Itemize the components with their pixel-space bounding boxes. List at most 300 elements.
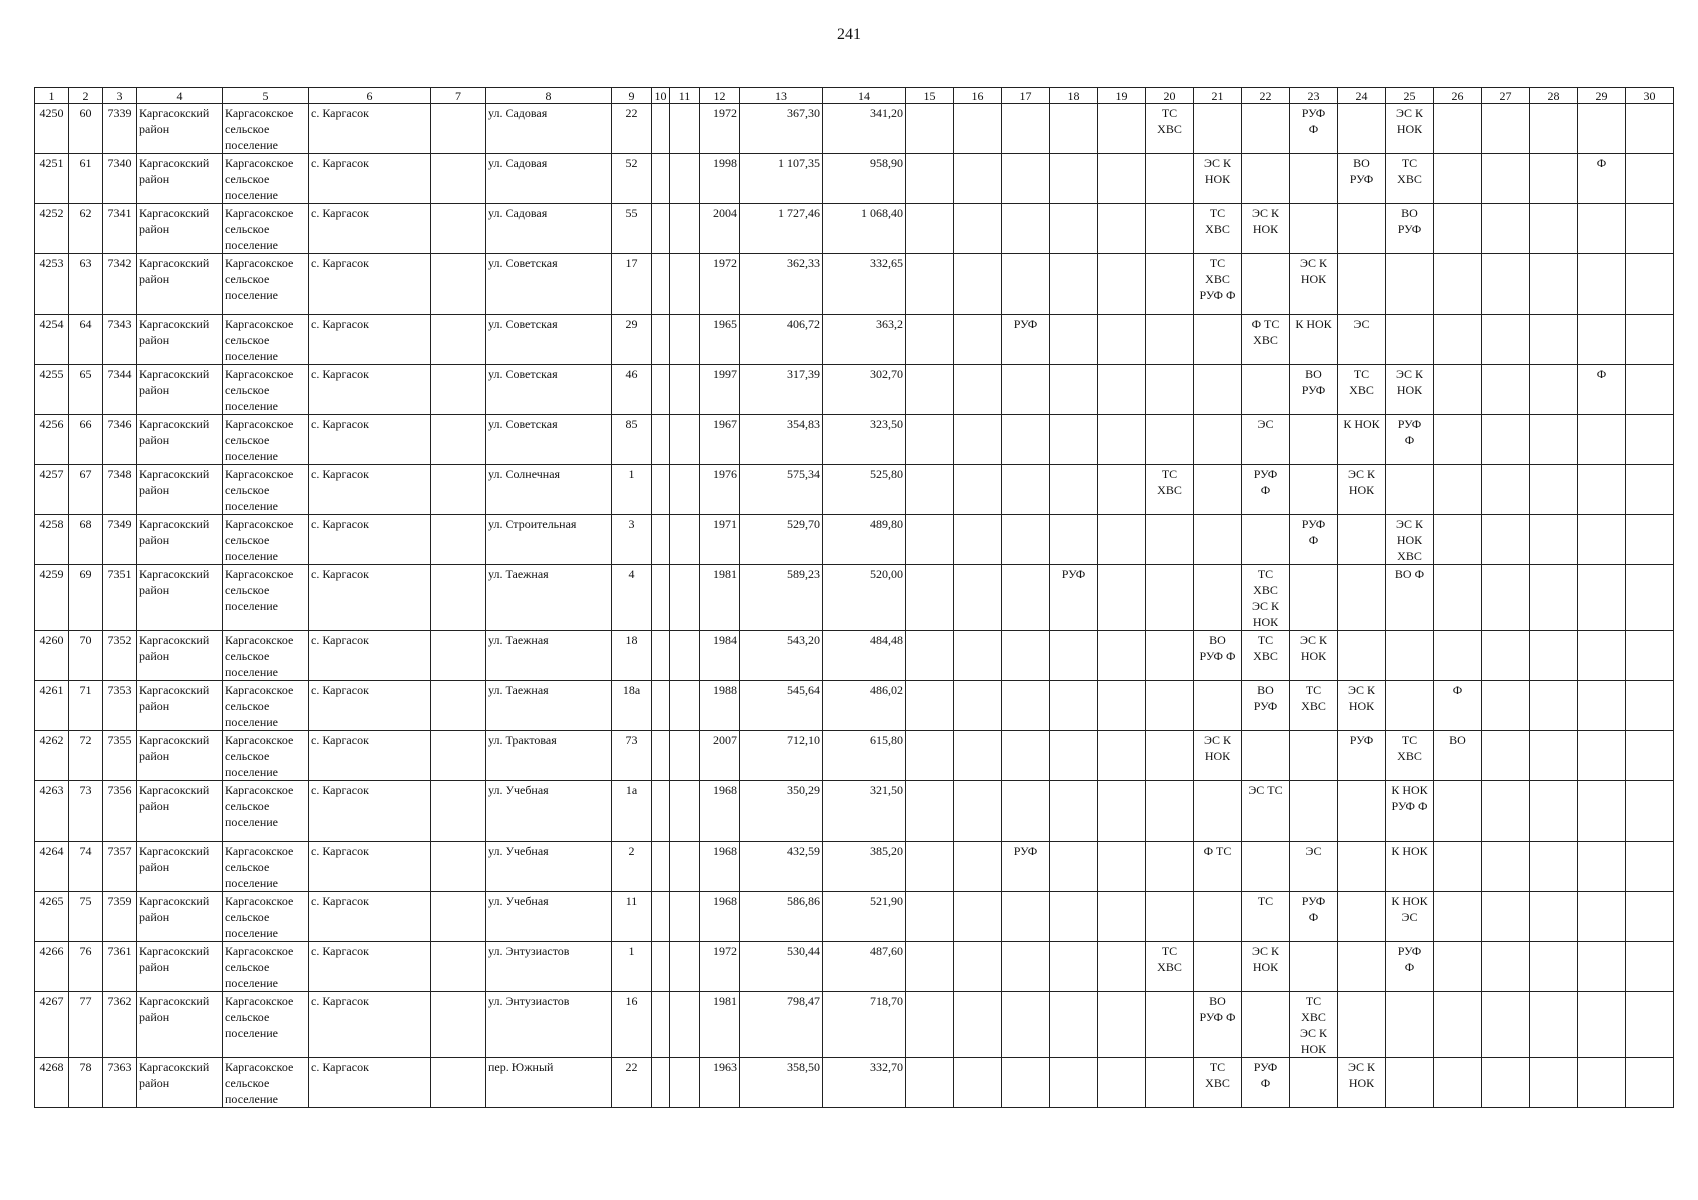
column-header-30: 30 (1626, 88, 1674, 104)
marker-cell-col-18 (1050, 781, 1098, 842)
column-header-4: 4 (137, 88, 223, 104)
table-row (35, 565, 1674, 631)
marker-cell-col-29 (1578, 254, 1626, 315)
marker-cell-col-16 (954, 681, 1002, 731)
marker-cell-col-22 (1242, 731, 1290, 781)
cell-col-2: 61 (69, 154, 103, 204)
table-row (35, 104, 1674, 154)
cell-col-7 (431, 942, 486, 992)
marker-cell-col-28 (1530, 942, 1578, 992)
marker-cell-col-18 (1050, 515, 1098, 565)
marker-cell-col-17 (1002, 992, 1050, 1058)
cell-col-8: ул. Садовая (486, 104, 612, 154)
marker-cell-col-19 (1098, 842, 1146, 892)
cell-col-2: 73 (69, 781, 103, 842)
cell-col-2: 76 (69, 942, 103, 992)
marker-cell-col-23: ЭС К НОК (1290, 631, 1338, 681)
marker-cell-col-26 (1434, 565, 1482, 631)
cell-col-5: Каргасокское сельское поселение (223, 942, 309, 992)
cell-col-9: 4 (612, 565, 652, 631)
table-row (35, 892, 1674, 942)
marker-cell-col-16 (954, 465, 1002, 515)
marker-cell-col-28 (1530, 892, 1578, 942)
marker-cell-col-27 (1482, 992, 1530, 1058)
cell-col-3: 7344 (103, 365, 137, 415)
cell-col-1: 4250 (35, 104, 69, 154)
marker-cell-col-22 (1242, 254, 1290, 315)
marker-cell-col-27 (1482, 892, 1530, 942)
marker-cell-col-20 (1146, 315, 1194, 365)
cell-col-7 (431, 1058, 486, 1108)
cell-col-14: 521,90 (823, 892, 906, 942)
cell-col-14: 363,2 (823, 315, 906, 365)
cell-col-14: 323,50 (823, 415, 906, 465)
cell-col-8: ул. Учебная (486, 892, 612, 942)
marker-cell-col-21: ВО РУФ Ф (1194, 992, 1242, 1058)
marker-cell-col-29 (1578, 942, 1626, 992)
marker-cell-col-28 (1530, 1058, 1578, 1108)
marker-cell-col-30 (1626, 154, 1674, 204)
marker-cell-col-26 (1434, 104, 1482, 154)
table-row (35, 631, 1674, 681)
cell-col-3: 7343 (103, 315, 137, 365)
marker-cell-col-15 (906, 781, 954, 842)
marker-cell-col-24: ЭС К НОК (1338, 1058, 1386, 1108)
cell-col-3: 7340 (103, 154, 137, 204)
cell-col-7 (431, 992, 486, 1058)
cell-col-7 (431, 515, 486, 565)
marker-cell-col-22: ЭС ТС (1242, 781, 1290, 842)
marker-cell-col-15 (906, 992, 954, 1058)
marker-cell-col-27 (1482, 731, 1530, 781)
cell-col-12: 1972 (700, 942, 740, 992)
marker-cell-col-24 (1338, 892, 1386, 942)
column-header-25: 25 (1386, 88, 1434, 104)
cell-col-7 (431, 204, 486, 254)
marker-cell-col-20 (1146, 681, 1194, 731)
marker-cell-col-28 (1530, 465, 1578, 515)
marker-cell-col-17 (1002, 465, 1050, 515)
marker-cell-col-28 (1530, 104, 1578, 154)
cell-col-13: 354,83 (740, 415, 823, 465)
cell-col-11 (670, 892, 700, 942)
marker-cell-col-29 (1578, 631, 1626, 681)
marker-cell-col-15 (906, 415, 954, 465)
cell-col-1: 4254 (35, 315, 69, 365)
cell-col-3: 7351 (103, 565, 137, 631)
marker-cell-col-16 (954, 842, 1002, 892)
marker-cell-col-23: РУФ Ф (1290, 892, 1338, 942)
marker-cell-col-18 (1050, 731, 1098, 781)
column-header-13: 13 (740, 88, 823, 104)
cell-col-3: 7348 (103, 465, 137, 515)
marker-cell-col-20 (1146, 781, 1194, 842)
marker-cell-col-25: ЭС К НОК (1386, 104, 1434, 154)
marker-cell-col-29 (1578, 781, 1626, 842)
cell-col-9: 18 (612, 631, 652, 681)
marker-cell-col-16 (954, 731, 1002, 781)
marker-cell-col-24: ЭС (1338, 315, 1386, 365)
marker-cell-col-19 (1098, 631, 1146, 681)
column-header-26: 26 (1434, 88, 1482, 104)
cell-col-6: с. Каргасок (309, 154, 431, 204)
marker-cell-col-25: ТС ХВС (1386, 731, 1434, 781)
cell-col-8: ул. Солнечная (486, 465, 612, 515)
data-table (34, 87, 1674, 1108)
cell-col-7 (431, 842, 486, 892)
marker-cell-col-22: ЭС К НОК (1242, 942, 1290, 992)
marker-cell-col-30 (1626, 204, 1674, 254)
cell-col-11 (670, 942, 700, 992)
cell-col-8: ул. Советская (486, 365, 612, 415)
cell-col-14: 615,80 (823, 731, 906, 781)
marker-cell-col-29 (1578, 104, 1626, 154)
marker-cell-col-26 (1434, 515, 1482, 565)
cell-col-14: 958,90 (823, 154, 906, 204)
cell-col-2: 65 (69, 365, 103, 415)
marker-cell-col-16 (954, 315, 1002, 365)
cell-col-1: 4265 (35, 892, 69, 942)
marker-cell-col-25 (1386, 1058, 1434, 1108)
marker-cell-col-20 (1146, 415, 1194, 465)
marker-cell-col-21: Ф ТС (1194, 842, 1242, 892)
marker-cell-col-23: РУФ Ф (1290, 104, 1338, 154)
marker-cell-col-20 (1146, 515, 1194, 565)
marker-cell-col-20 (1146, 892, 1194, 942)
marker-cell-col-22 (1242, 154, 1290, 204)
cell-col-4: Каргасокский район (137, 731, 223, 781)
marker-cell-col-26 (1434, 942, 1482, 992)
cell-col-3: 7363 (103, 1058, 137, 1108)
cell-col-14: 302,70 (823, 365, 906, 415)
marker-cell-col-27 (1482, 631, 1530, 681)
marker-cell-col-16 (954, 892, 1002, 942)
table-row (35, 154, 1674, 204)
cell-col-6: с. Каргасок (309, 565, 431, 631)
cell-col-9: 85 (612, 415, 652, 465)
cell-col-2: 62 (69, 204, 103, 254)
cell-col-2: 60 (69, 104, 103, 154)
marker-cell-col-21 (1194, 565, 1242, 631)
marker-cell-col-27 (1482, 315, 1530, 365)
marker-cell-col-17 (1002, 781, 1050, 842)
marker-cell-col-15 (906, 892, 954, 942)
marker-cell-col-30 (1626, 942, 1674, 992)
cell-col-4: Каргасокский район (137, 992, 223, 1058)
table-row (35, 465, 1674, 515)
marker-cell-col-17 (1002, 254, 1050, 315)
cell-col-11 (670, 1058, 700, 1108)
column-header-5: 5 (223, 88, 309, 104)
marker-cell-col-16 (954, 204, 1002, 254)
marker-cell-col-26 (1434, 315, 1482, 365)
marker-cell-col-25: ВО РУФ (1386, 204, 1434, 254)
marker-cell-col-24 (1338, 631, 1386, 681)
cell-col-6: с. Каргасок (309, 415, 431, 465)
marker-cell-col-25: ЭС К НОК ХВС (1386, 515, 1434, 565)
marker-cell-col-26 (1434, 781, 1482, 842)
cell-col-2: 64 (69, 315, 103, 365)
marker-cell-col-18 (1050, 942, 1098, 992)
cell-col-6: с. Каргасок (309, 942, 431, 992)
cell-col-6: с. Каргасок (309, 681, 431, 731)
cell-col-12: 1997 (700, 365, 740, 415)
marker-cell-col-16 (954, 154, 1002, 204)
column-header-15: 15 (906, 88, 954, 104)
marker-cell-col-27 (1482, 781, 1530, 842)
cell-col-2: 74 (69, 842, 103, 892)
marker-cell-col-26 (1434, 842, 1482, 892)
marker-cell-col-18 (1050, 154, 1098, 204)
marker-cell-col-26 (1434, 415, 1482, 465)
cell-col-5: Каргасокское сельское поселение (223, 781, 309, 842)
marker-cell-col-19 (1098, 104, 1146, 154)
cell-col-1: 4261 (35, 681, 69, 731)
cell-col-7 (431, 731, 486, 781)
cell-col-7 (431, 365, 486, 415)
marker-cell-col-25: РУФ Ф (1386, 942, 1434, 992)
cell-col-4: Каргасокский район (137, 892, 223, 942)
page-number: 241 (837, 26, 861, 43)
marker-cell-col-25 (1386, 681, 1434, 731)
marker-cell-col-27 (1482, 365, 1530, 415)
column-header-3: 3 (103, 88, 137, 104)
marker-cell-col-29 (1578, 515, 1626, 565)
cell-col-8: ул. Таежная (486, 681, 612, 731)
marker-cell-col-28 (1530, 415, 1578, 465)
cell-col-13: 545,64 (740, 681, 823, 731)
table-row (35, 365, 1674, 415)
marker-cell-col-17 (1002, 1058, 1050, 1108)
marker-cell-col-28 (1530, 781, 1578, 842)
marker-cell-col-30 (1626, 365, 1674, 415)
marker-cell-col-24 (1338, 254, 1386, 315)
table-row (35, 731, 1674, 781)
cell-col-5: Каргасокское сельское поселение (223, 631, 309, 681)
cell-col-9: 16 (612, 992, 652, 1058)
marker-cell-col-18 (1050, 315, 1098, 365)
marker-cell-col-20 (1146, 731, 1194, 781)
cell-col-2: 72 (69, 731, 103, 781)
cell-col-3: 7342 (103, 254, 137, 315)
cell-col-10 (652, 515, 670, 565)
cell-col-10 (652, 365, 670, 415)
marker-cell-col-28 (1530, 365, 1578, 415)
marker-cell-col-23: К НОК (1290, 315, 1338, 365)
marker-cell-col-16 (954, 1058, 1002, 1108)
cell-col-8: ул. Советская (486, 254, 612, 315)
marker-cell-col-23 (1290, 731, 1338, 781)
cell-col-2: 66 (69, 415, 103, 465)
marker-cell-col-20 (1146, 1058, 1194, 1108)
marker-cell-col-20 (1146, 254, 1194, 315)
marker-cell-col-25: К НОК ЭС (1386, 892, 1434, 942)
marker-cell-col-23: ЭС К НОК (1290, 254, 1338, 315)
marker-cell-col-19 (1098, 892, 1146, 942)
cell-col-11 (670, 781, 700, 842)
marker-cell-col-22: ТС ХВС ЭС К НОК (1242, 565, 1290, 631)
cell-col-8: пер. Южный (486, 1058, 612, 1108)
marker-cell-col-20: ТС ХВС (1146, 942, 1194, 992)
marker-cell-col-29: Ф (1578, 365, 1626, 415)
cell-col-4: Каргасокский район (137, 415, 223, 465)
cell-col-13: 529,70 (740, 515, 823, 565)
table-row (35, 681, 1674, 731)
marker-cell-col-18 (1050, 1058, 1098, 1108)
marker-cell-col-27 (1482, 565, 1530, 631)
marker-cell-col-30 (1626, 104, 1674, 154)
marker-cell-col-24 (1338, 781, 1386, 842)
marker-cell-col-19 (1098, 781, 1146, 842)
cell-col-13: 1 727,46 (740, 204, 823, 254)
cell-col-5: Каргасокское сельское поселение (223, 515, 309, 565)
cell-col-4: Каргасокский район (137, 1058, 223, 1108)
cell-col-10 (652, 254, 670, 315)
cell-col-2: 68 (69, 515, 103, 565)
cell-col-13: 543,20 (740, 631, 823, 681)
marker-cell-col-19 (1098, 154, 1146, 204)
marker-cell-col-27 (1482, 254, 1530, 315)
cell-col-9: 29 (612, 315, 652, 365)
marker-cell-col-20 (1146, 365, 1194, 415)
cell-col-3: 7355 (103, 731, 137, 781)
marker-cell-col-20 (1146, 631, 1194, 681)
marker-cell-col-19 (1098, 731, 1146, 781)
marker-cell-col-28 (1530, 204, 1578, 254)
cell-col-8: ул. Советская (486, 415, 612, 465)
marker-cell-col-26 (1434, 365, 1482, 415)
cell-col-4: Каргасокский район (137, 154, 223, 204)
cell-col-1: 4262 (35, 731, 69, 781)
marker-cell-col-29 (1578, 992, 1626, 1058)
marker-cell-col-30 (1626, 254, 1674, 315)
cell-col-5: Каргасокское сельское поселение (223, 465, 309, 515)
column-header-19: 19 (1098, 88, 1146, 104)
marker-cell-col-15 (906, 942, 954, 992)
cell-col-4: Каргасокский район (137, 104, 223, 154)
marker-cell-col-21: ТС ХВС (1194, 204, 1242, 254)
cell-col-10 (652, 104, 670, 154)
cell-col-7 (431, 565, 486, 631)
cell-col-13: 589,23 (740, 565, 823, 631)
marker-cell-col-21 (1194, 365, 1242, 415)
cell-col-14: 321,50 (823, 781, 906, 842)
cell-col-4: Каргасокский район (137, 465, 223, 515)
marker-cell-col-23 (1290, 1058, 1338, 1108)
marker-cell-col-23 (1290, 465, 1338, 515)
cell-col-2: 67 (69, 465, 103, 515)
cell-col-10 (652, 731, 670, 781)
cell-col-5: Каргасокское сельское поселение (223, 104, 309, 154)
marker-cell-col-16 (954, 104, 1002, 154)
column-header-18: 18 (1050, 88, 1098, 104)
cell-col-6: с. Каргасок (309, 465, 431, 515)
marker-cell-col-28 (1530, 254, 1578, 315)
marker-cell-col-19 (1098, 365, 1146, 415)
marker-cell-col-27 (1482, 104, 1530, 154)
marker-cell-col-17: РУФ (1002, 315, 1050, 365)
cell-col-8: ул. Учебная (486, 842, 612, 892)
cell-col-14: 489,80 (823, 515, 906, 565)
cell-col-5: Каргасокское сельское поселение (223, 254, 309, 315)
cell-col-8: ул. Садовая (486, 154, 612, 204)
cell-col-7 (431, 781, 486, 842)
marker-cell-col-28 (1530, 681, 1578, 731)
column-header-10: 10 (652, 88, 670, 104)
cell-col-13: 367,30 (740, 104, 823, 154)
marker-cell-col-18 (1050, 992, 1098, 1058)
marker-cell-col-21 (1194, 315, 1242, 365)
cell-col-7 (431, 315, 486, 365)
marker-cell-col-18 (1050, 365, 1098, 415)
marker-cell-col-29 (1578, 1058, 1626, 1108)
marker-cell-col-22 (1242, 365, 1290, 415)
marker-cell-col-30 (1626, 415, 1674, 465)
cell-col-5: Каргасокское сельское поселение (223, 892, 309, 942)
marker-cell-col-23: ТС ХВС (1290, 681, 1338, 731)
marker-cell-col-15 (906, 681, 954, 731)
cell-col-13: 530,44 (740, 942, 823, 992)
cell-col-4: Каргасокский район (137, 204, 223, 254)
cell-col-11 (670, 315, 700, 365)
marker-cell-col-30 (1626, 681, 1674, 731)
marker-cell-col-19 (1098, 942, 1146, 992)
marker-cell-col-30 (1626, 892, 1674, 942)
cell-col-1: 4258 (35, 515, 69, 565)
marker-cell-col-16 (954, 365, 1002, 415)
cell-col-9: 17 (612, 254, 652, 315)
cell-col-13: 362,33 (740, 254, 823, 315)
marker-cell-col-27 (1482, 415, 1530, 465)
cell-col-6: с. Каргасок (309, 842, 431, 892)
cell-col-1: 4264 (35, 842, 69, 892)
cell-col-12: 1971 (700, 515, 740, 565)
marker-cell-col-28 (1530, 842, 1578, 892)
marker-cell-col-24 (1338, 104, 1386, 154)
cell-col-14: 486,02 (823, 681, 906, 731)
cell-col-3: 7346 (103, 415, 137, 465)
cell-col-3: 7356 (103, 781, 137, 842)
marker-cell-col-30 (1626, 515, 1674, 565)
cell-col-2: 75 (69, 892, 103, 942)
cell-col-10 (652, 565, 670, 631)
cell-col-11 (670, 365, 700, 415)
cell-col-13: 317,39 (740, 365, 823, 415)
marker-cell-col-27 (1482, 465, 1530, 515)
cell-col-2: 70 (69, 631, 103, 681)
cell-col-3: 7341 (103, 204, 137, 254)
cell-col-4: Каргасокский район (137, 315, 223, 365)
marker-cell-col-22: ТС (1242, 892, 1290, 942)
cell-col-9: 52 (612, 154, 652, 204)
marker-cell-col-16 (954, 631, 1002, 681)
marker-cell-col-18: РУФ (1050, 565, 1098, 631)
cell-col-9: 1 (612, 942, 652, 992)
marker-cell-col-17 (1002, 154, 1050, 204)
marker-cell-col-17 (1002, 415, 1050, 465)
cell-col-11 (670, 565, 700, 631)
cell-col-4: Каргасокский район (137, 631, 223, 681)
marker-cell-col-17 (1002, 942, 1050, 992)
cell-col-4: Каргасокский район (137, 565, 223, 631)
table-row (35, 942, 1674, 992)
marker-cell-col-19 (1098, 315, 1146, 365)
marker-cell-col-22: РУФ Ф (1242, 1058, 1290, 1108)
cell-col-6: с. Каргасок (309, 365, 431, 415)
cell-col-14: 332,65 (823, 254, 906, 315)
cell-col-13: 798,47 (740, 992, 823, 1058)
cell-col-14: 1 068,40 (823, 204, 906, 254)
